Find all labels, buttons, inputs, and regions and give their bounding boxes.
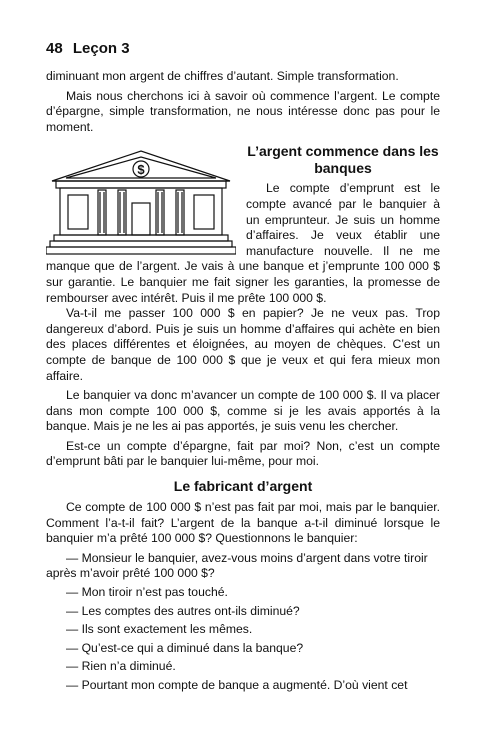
section-title: L’argent commence dans les banques <box>247 143 439 177</box>
section-argent-banques <box>46 143 440 470</box>
bank-building-icon <box>46 147 236 255</box>
dialog-line: — Les comptes des autres ont-ils diminué? <box>66 603 300 618</box>
dialog-line: — Qu’est-ce qui a diminué dans la banque? <box>66 640 304 655</box>
dialog-line: — Pourtant mon compte de banque a augmenté. D’où vient cet <box>66 678 408 692</box>
page-header <box>46 40 440 57</box>
body-paragraph: Le compte d’emprunt est le compte avancé par le banquier à un emprunteur. Je suis un homme d’affaires. Je veux établir une manufacture nouvelle. Il ne me manque que de l’argent. Je vais à une banque et j’emprunte 100 000 $ sur garantie. Le banquier me fait signer les garanties, la promesse de rembourser avec intérêt. Puis il me prête 100 000 $. <box>46 181 440 305</box>
dollar-sign-label: $ <box>137 162 145 178</box>
body-paragraph: Le banquier va donc m’avancer un compte de 100 000 $. Il va placer dans mon compte 100 000 $, comme si je les avais apportés à la banque. Mais je ne les ai pas apportés, je suis venu les chercher. <box>46 388 440 434</box>
page-number: 48 <box>46 40 63 57</box>
dialog-line: — Mon tiroir n’est pas touché. <box>66 585 228 600</box>
dialog-line: — Rien n’a diminué. <box>66 659 176 674</box>
dialog-line: — Ils sont exactement les mêmes. <box>66 622 253 637</box>
intro-paragraph: Mais nous cherchons ici à savoir où commence l’argent. Le compte d’épargne, simple transformation, ne nous intéresse donc pas pour le moment. <box>46 88 440 134</box>
dialog-line: — Monsieur le banquier, avez-vous moins d’argent dans votre tiroir après m’avoir prêté 100 000 $? <box>46 550 428 581</box>
section-title: Le fabricant d’argent <box>173 478 313 495</box>
body-paragraph: Est-ce un compte d’épargne, fait par moi? Non, c’est un compte d’emprunt bâti par le banquier lui-même, pour moi. <box>46 438 440 469</box>
dialog-list <box>46 551 440 694</box>
book-page <box>46 40 440 694</box>
intro-paragraph: diminuant mon argent de chiffres d’autant. Simple transformation. <box>46 69 399 83</box>
body-paragraph: Ce compte de 100 000 $ n’est pas fait par moi, mais par le banquier. Comment l’a-t-il fait? L’argent de la banque a-t-il diminué lorsque le banquier m’a prêté 100 000 $? Questionnons le banquier: <box>46 500 440 546</box>
body-paragraph: Va-t-il me passer 100 000 $ en papier? Je ne veux pas. Trop dangereux d’abord. Puis je suis un homme d’affaires qui achète en bien des places différentes et éloignées, au moyen de chèques. C’est un compte de banque de 100 000 $ que je veux et qui fera mieux mon affaire. <box>46 306 440 383</box>
chapter-title: Leçon 3 <box>72 40 130 57</box>
